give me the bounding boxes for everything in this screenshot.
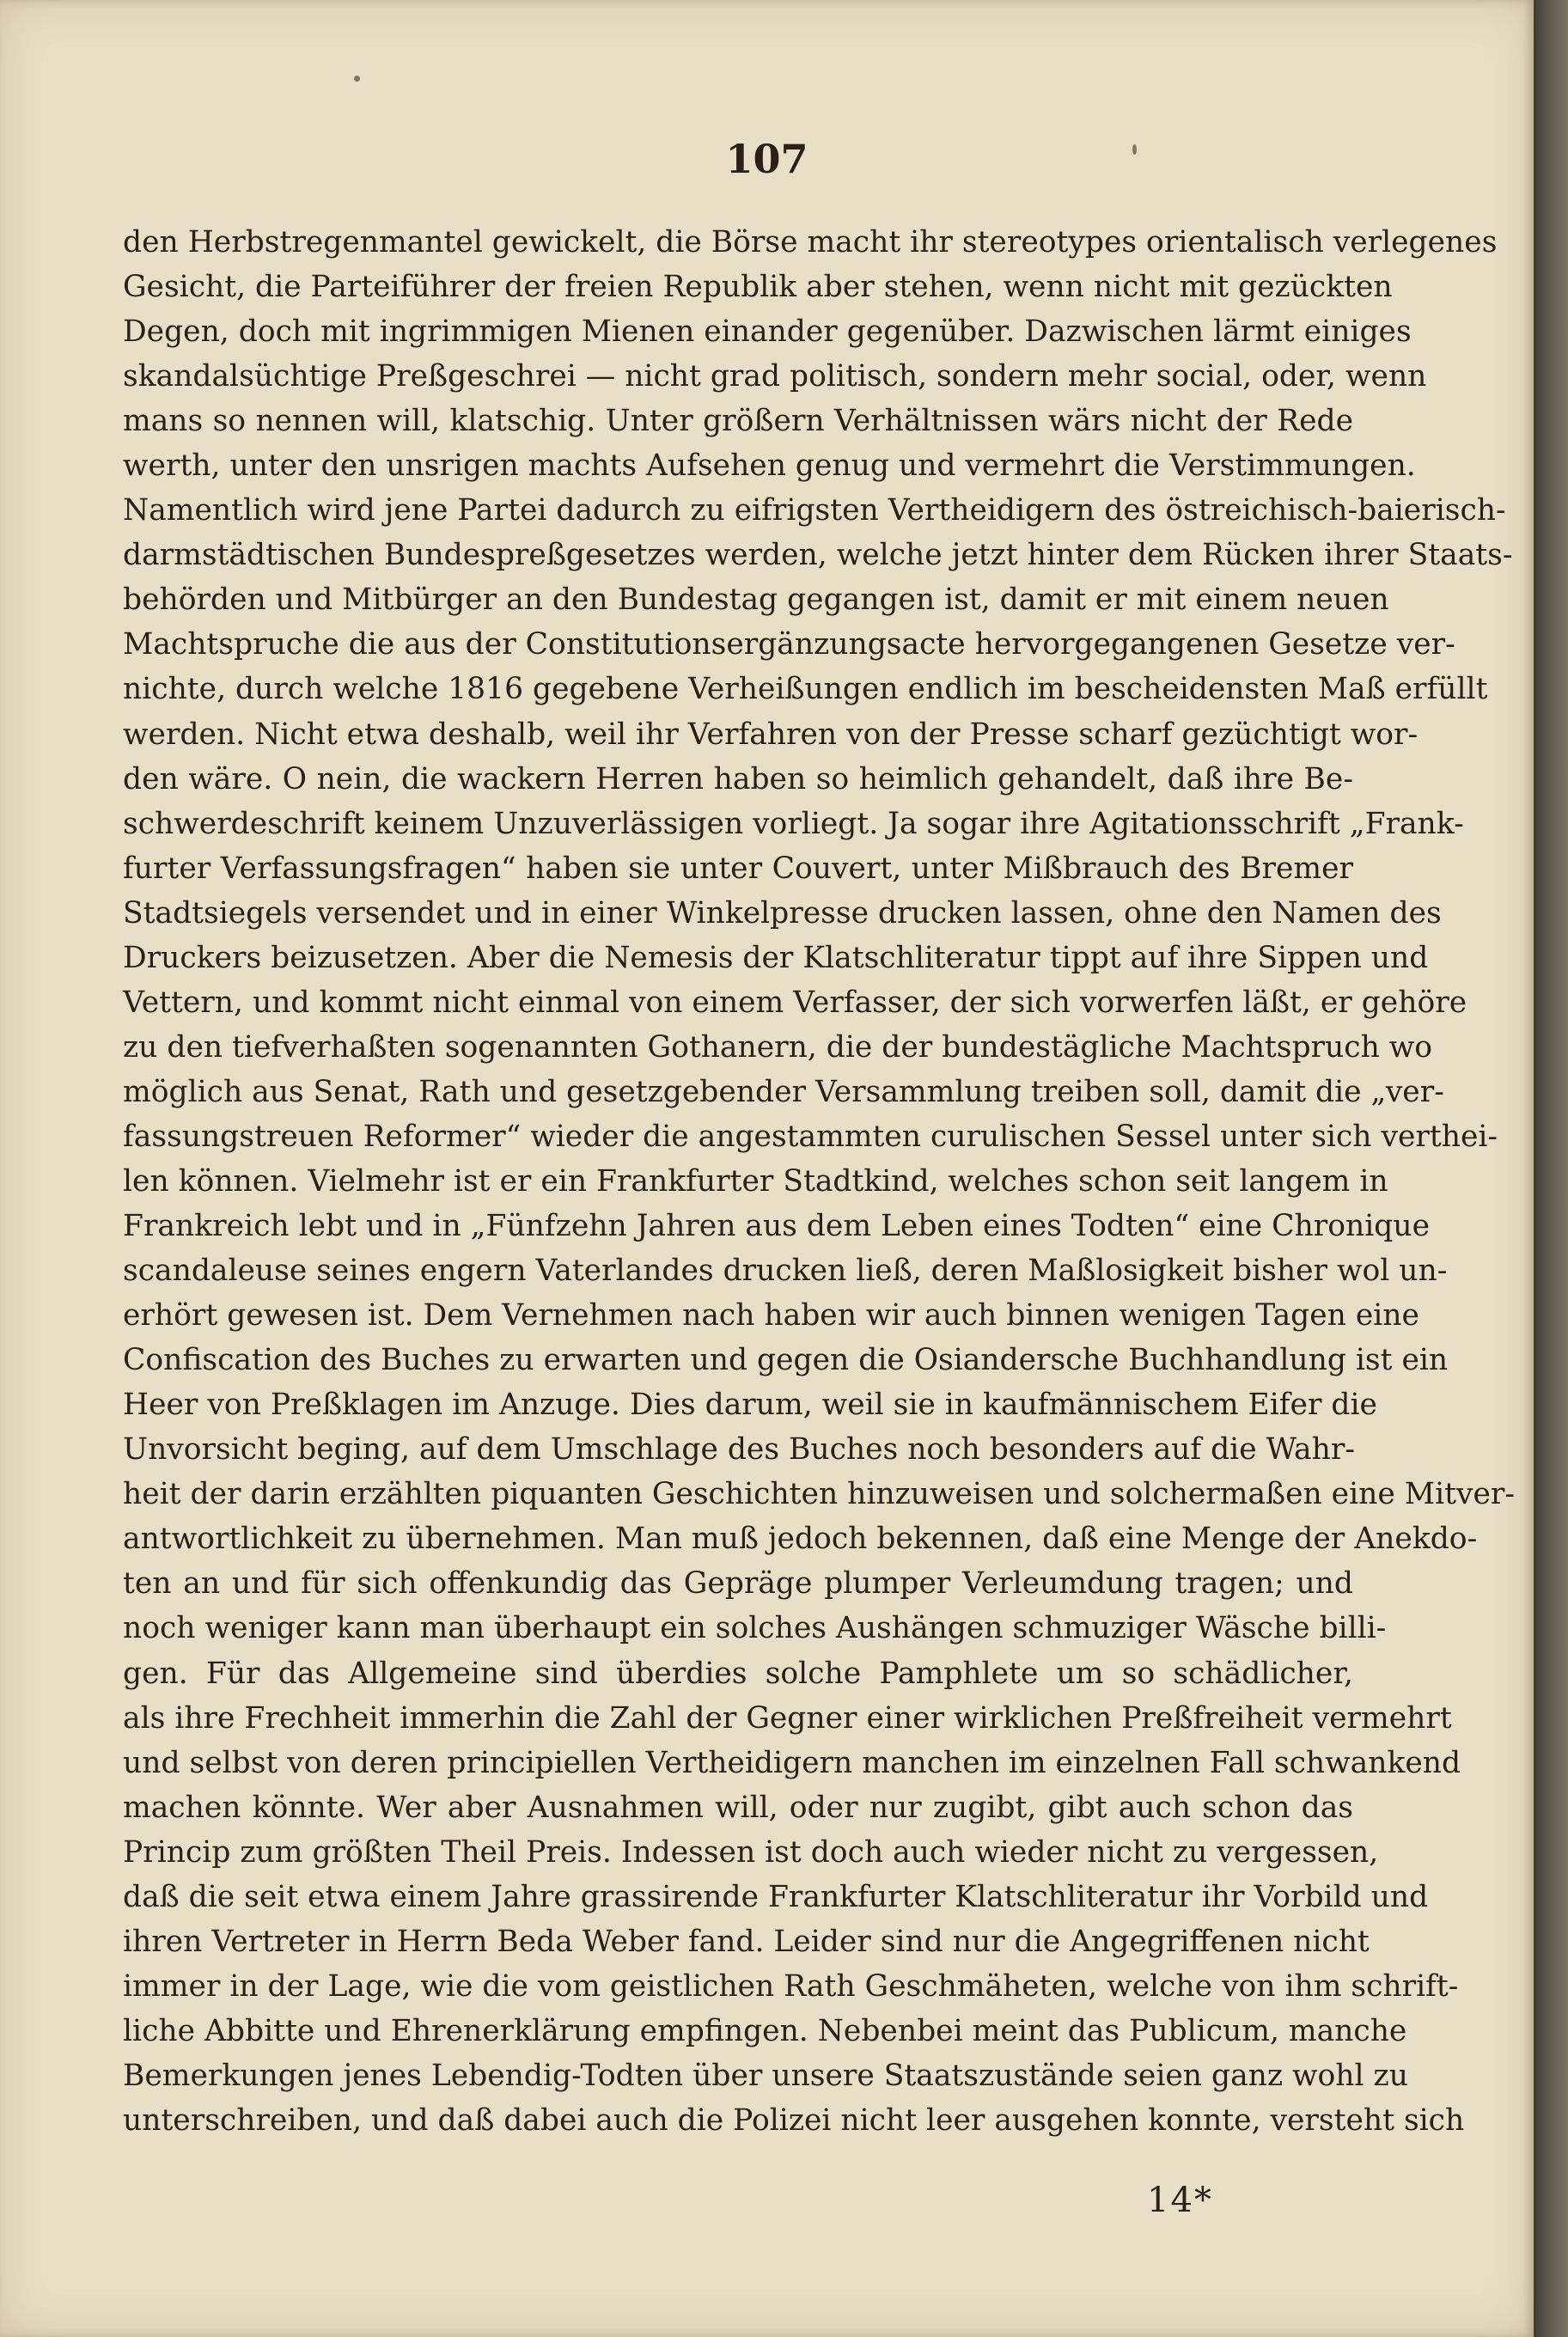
paper-speck <box>1132 144 1137 155</box>
text-line: werth, unter den unsrigen machts Aufsehen genug und vermehrt die Verstimmungen. <box>123 448 1416 484</box>
text-line: liche Abbitte und Ehrenerklärung empfingen. Nebenbei meint das Publicum, manche <box>123 2013 1407 2048</box>
text-line: Gesicht, die Parteiführer der freien Republik aber stehen, wenn nicht mit gezückten <box>123 270 1393 305</box>
text-line: Confiscation des Buches zu erwarten und gegen die Osiandersche Buchhandlung ist ein <box>123 1343 1449 1378</box>
text-line: ihren Vertreter in Herrn Beda Weber fand. Leider sind nur die Angegriffenen nicht <box>123 1924 1370 1959</box>
text-line: immer in der Lage, wie die vom geistlichen Rath Geschmäheten, welche von ihm schrift- <box>123 1968 1459 2004</box>
text-line: den Herbstregenmantel gewickelt, die Börse macht ihr stereotypes orientalisch verlegenes <box>123 225 1498 259</box>
text-line: mans so nennen will, klatschig. Unter größern Verhältnissen wärs nicht der Rede <box>123 404 1353 439</box>
text-line: machen könnte. Wer aber Ausnahmen will, oder nur zugibt, gibt auch schon das <box>123 1790 1353 1825</box>
body-text <box>123 220 1516 2143</box>
text-line: Stadtsiegels versendet und in einer Winkelpresse drucken lassen, ohne den Namen des <box>123 895 1442 931</box>
text-line: Bemerkungen jenes Lebendig-Todten über unsere Staatszustände seien ganz wohl zu <box>123 2058 1408 2093</box>
text-line: gen. Für das Allgemeine sind überdies solche Pamphlete um so schädlicher, <box>123 1656 1353 1691</box>
page-number: 107 <box>725 136 808 182</box>
text-line: Druckers beizusetzen. Aber die Nemesis der Klatschliteratur tippt auf ihre Sippen und <box>123 940 1429 975</box>
text-line: ten an und für sich offenkundig das Gepräge plumper Verleumdung tragen; und <box>123 1566 1353 1602</box>
text-line: scandaleuse seines engern Vaterlandes drucken ließ, deren Maßlosigkeit bisher wol un- <box>123 1254 1448 1289</box>
text-line: Vettern, und kommt nicht einmal von einem Verfasser, der sich vorwerfen läßt, er gehöre <box>123 985 1467 1020</box>
text-line: als ihre Frechheit immerhin die Zahl der Gegner einer wirklichen Preßfreiheit vermehrt <box>123 1700 1452 1736</box>
text-line: möglich aus Senat, Rath und gesetzgebender Versammlung treiben soll, damit die „ver- <box>123 1074 1444 1109</box>
text-line: fassungstreuen Reformer“ wieder die angestammten curulischen Sessel unter sich verthei- <box>123 1119 1498 1154</box>
text-line: noch weniger kann man überhaupt ein solches Aushängen schmuziger Wäsche billi- <box>123 1611 1387 1646</box>
text-line: werden. Nicht etwa deshalb, weil ihr Verfahren von der Presse scharf gezüchtigt wor- <box>123 717 1419 752</box>
text-line: heit der darin erzählten piquanten Geschichten hinzuweisen und solchermaßen eine Mitver- <box>123 1477 1516 1512</box>
text-line: erhört gewesen ist. Dem Vernehmen nach haben wir auch binnen wenigen Tagen eine <box>123 1298 1419 1333</box>
text-line: zu den tiefverhaßten sogenannten Gothanern, die der bundestägliche Machtspruch wo <box>123 1029 1433 1065</box>
text-line: len können. Vielmehr ist er ein Frankfurter Stadtkind, welches schon seit langem in <box>123 1163 1388 1199</box>
text-line: skandalsüchtige Preßgeschrei — nicht grad politisch, sondern mehr social, oder, wenn <box>123 359 1427 394</box>
text-line: darmstädtischen Bundespreßgesetzes werden, welche jetzt hinter dem Rücken ihrer Staats- <box>123 538 1513 573</box>
text-line: den wäre. O nein, die wackern Herren haben so heimlich gehandelt, daß ihre Be- <box>123 761 1353 796</box>
text-line: behörden und Mitbürger an den Bundestag gegangen ist, damit er mit einem neuen <box>123 583 1389 618</box>
text-line: furter Verfassungsfragen“ haben sie unter Couvert, unter Mißbrauch des Bremer <box>123 851 1353 886</box>
book-edge <box>1534 0 1568 2337</box>
text-line: daß die seit etwa einem Jahre grassirende Frankfurter Klatschliteratur ihr Vorbild und <box>123 1879 1429 1914</box>
text-line: Namentlich wird jene Partei dadurch zu eifrigsten Vertheidigern des östreichisch-baierisch- <box>123 493 1506 528</box>
text-line: und selbst von deren principiellen Vertheidigern manchen im einzelnen Fall schwankend <box>123 1745 1461 1780</box>
text-line: Unvorsicht beging, auf dem Umschlage des Buches noch besonders auf die Wahr- <box>123 1432 1355 1467</box>
text-line: Princip zum größten Theil Preis. Indessen ist doch auch wieder nicht zu vergessen, <box>123 1834 1379 1870</box>
text-line: antwortlichkeit zu übernehmen. Man muß jedoch bekennen, daß eine Menge der Anekdo- <box>123 1522 1478 1557</box>
text-line: Degen, doch mit ingrimmigen Mienen einander gegenüber. Dazwischen lärmt einiges <box>123 314 1412 350</box>
paper-speck <box>354 76 360 82</box>
text-line: Frankreich lebt und in „Fünfzehn Jahren aus dem Leben eines Todten“ eine Chronique <box>123 1209 1430 1244</box>
signature-mark: 14* <box>1147 2181 1213 2220</box>
text-line: schwerdeschrift keinem Unzuverlässigen vorliegt. Ja sogar ihre Agitationsschrift „Frank- <box>123 806 1464 841</box>
text-line: Heer von Preßklagen im Anzuge. Dies darum, weil sie in kaufmännischem Eifer die <box>123 1388 1377 1423</box>
text-line: nichte, durch welche 1816 gegebene Verheißungen endlich im bescheidensten Maß erfüllt <box>123 672 1488 707</box>
text-line: Machtspruche die aus der Constitutionsergänzungsacte hervorgegangenen Gesetze ver- <box>123 627 1455 662</box>
text-line: unterschreiben, und daß dabei auch die Polizei nicht leer ausgehen konnte, versteht sich <box>123 2102 1465 2138</box>
